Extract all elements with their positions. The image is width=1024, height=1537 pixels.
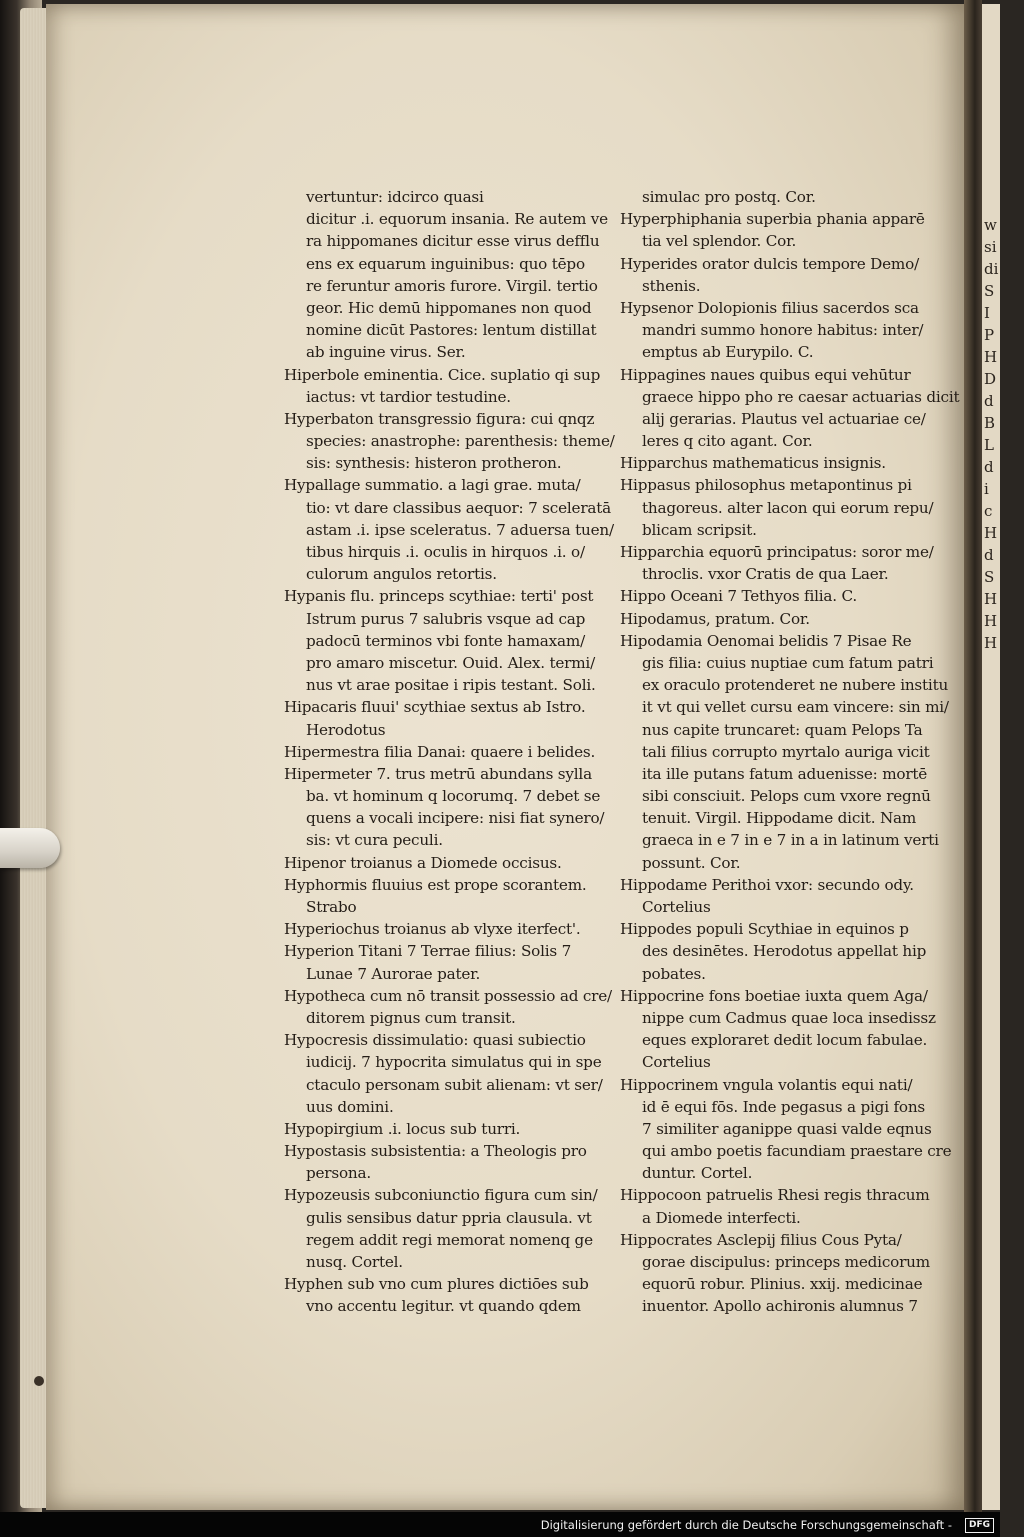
dictionary-entry-line: Hypallage summatio. a lagi grae. muta/	[284, 476, 581, 495]
left-text-column	[284, 186, 615, 1318]
text-line: tenuit. Virgil. Hippodame dicit. Nam	[642, 809, 917, 828]
dictionary-entry-line: Hypozeusis subconiunctio figura cum sin/	[284, 1186, 598, 1205]
text-line: nusq. Cortel.	[306, 1253, 403, 1271]
text-line: sibi consciuit. Pelops cum vxore regnū	[642, 787, 931, 806]
dfg-logo: DFG	[965, 1518, 994, 1533]
dictionary-entry-line: Hippocrates Asclepij filius Cous Pyta/	[620, 1230, 902, 1249]
text-line: it vt qui vellet cursu eam vincere: sin mi/	[642, 698, 949, 717]
text-line: emptus ab Eurypilo. C.	[642, 343, 814, 362]
text-line: mandri summo honore habitus: inter/	[642, 321, 924, 340]
dictionary-entry-line: Hipermestra filia Danai: quaere i belides.	[284, 742, 596, 761]
dictionary-entry-line: Hipparchia equorū principatus: soror me/	[620, 543, 934, 561]
facing-page-edge	[982, 4, 1000, 1510]
dictionary-entry-line: Hypsenor Dolopionis filius sacerdos sca	[620, 298, 919, 317]
book-gutter	[964, 0, 982, 1512]
dictionary-entry-line: Hipparchus mathematicus insignis.	[620, 454, 886, 473]
dictionary-entry-line: Hippodes populi Scythiae in equinos p	[620, 920, 909, 939]
text-line: iudicij. 7 hypocrita simulatus qui in spe	[306, 1053, 602, 1072]
text-line: vertuntur: idcirco quasi	[306, 188, 484, 206]
dictionary-entry-line: Hippagines naues quibus equi vehūtur	[620, 365, 911, 384]
dictionary-entry-line: Hyperides orator dulcis tempore Demo/	[620, 254, 919, 273]
text-line: gulis sensibus datur ppria clausula. vt	[306, 1208, 592, 1227]
dictionary-entry-line: Hyperion Titani 7 Terrae filius: Solis 7	[284, 942, 572, 961]
dictionary-entry-line: Hyperiochus troianus ab vlyxe iterfect'.	[284, 920, 581, 939]
dictionary-entry-line: Hypostasis subsistentia: a Theologis pro	[284, 1142, 587, 1161]
text-line: quens a vocali incipere: nisi fiat synero/	[306, 809, 605, 828]
text-line: ditorem pignus cum transit.	[306, 1008, 516, 1027]
facing-page-fragments: w si di S I P H D d B L d i c H d S H H H	[984, 216, 999, 652]
dictionary-entry-line: Hyperphiphania superbia phania apparē	[620, 210, 925, 229]
text-line: gorae discipulus: princeps medicorum	[642, 1253, 930, 1271]
page-clip	[0, 828, 60, 868]
dictionary-entry-line: Hyphen sub vno cum plures dictiōes sub	[284, 1275, 589, 1294]
dictionary-entry-line: Hipermeter 7. trus metrū abundans sylla	[284, 764, 592, 783]
text-line: padocū terminos vbi fonte hamaxam/	[306, 631, 585, 650]
dictionary-entry-line: Hippocrine fons boetiae iuxta quem Aga/	[620, 986, 928, 1005]
text-line: uus domini.	[306, 1097, 394, 1116]
text-line: Strabo	[306, 898, 357, 916]
text-line: ita ille putans fatum aduenisse: mortē	[642, 764, 928, 783]
text-line: sthenis.	[642, 276, 701, 295]
right-text-column	[620, 186, 960, 1318]
text-line: ens ex equarum inguinibus: quo tēpo	[306, 254, 585, 273]
text-line: nus capite truncaret: quam Pelops Ta	[642, 720, 923, 739]
text-line: simulac pro postq. Cor.	[642, 188, 816, 206]
text-line: thagoreus. alter lacon qui eorum repu/	[642, 498, 934, 517]
dictionary-entry-line: Hyphormis fluuius est prope scorantem.	[284, 875, 587, 894]
footer-credit: Digitalisierung gefördert durch die Deutsche Forschungsgemeinschaft -	[540, 1518, 952, 1532]
dictionary-entry-line: Hipodamia Oenomai belidis 7 Pisae Re	[620, 631, 912, 650]
text-line: alij gerarias. Plautus vel actuariae ce/	[642, 409, 926, 428]
text-line: duntur. Cortel.	[642, 1164, 753, 1183]
text-line: gis filia: cuius nuptiae cum fatum patri	[642, 653, 934, 672]
text-line: ex oraculo protenderet ne nubere institu	[642, 676, 949, 695]
dictionary-entry-line: Hippocrinem vngula volantis equi nati/	[620, 1075, 913, 1094]
text-line: ctaculo personam subit alienam: vt ser/	[306, 1075, 603, 1094]
text-line: geor. Hic demū hippomanes non quod	[306, 298, 592, 317]
text-line: culorum angulos retortis.	[306, 565, 497, 584]
text-line: a Diomede interfecti.	[642, 1208, 801, 1227]
dictionary-entry-line: Hippocoon patruelis Rhesi regis thracum	[620, 1186, 930, 1205]
text-line: id ē equi fōs. Inde pegasus a pigi fons	[642, 1097, 926, 1116]
dictionary-entry-line: Hypotheca cum nō transit possessio ad cre/	[284, 986, 612, 1005]
dictionary-entry-line: Hippo Oceani 7 Tethyos filia. C.	[620, 587, 858, 606]
dictionary-entry-line: Hiperbole eminentia. Cice. suplatio qi sup	[284, 365, 601, 384]
text-line: des desinētes. Herodotus appellat hip	[642, 942, 927, 961]
text-line: qui ambo poetis facundiam praestare cre	[642, 1142, 952, 1161]
text-line: tia vel splendor. Cor.	[642, 232, 797, 251]
text-line: Herodotus	[306, 720, 386, 739]
ink-spot	[34, 1376, 44, 1386]
text-line: pobates.	[642, 964, 706, 983]
text-line: graece hippo pho re caesar actuarias dicit	[642, 387, 960, 406]
text-line: Istrum purus 7 salubris vsque ad cap	[306, 609, 586, 628]
text-line: blicam scripsit.	[642, 520, 757, 539]
text-line: Cortelius	[642, 1053, 711, 1072]
text-line: ab inguine virus. Ser.	[306, 343, 466, 362]
text-line: Lunae 7 Aurorae pater.	[306, 964, 481, 983]
text-line: possunt. Cor.	[642, 853, 741, 872]
text-line: astam .i. ipse sceleratus. 7 aduersa tuen/	[306, 520, 614, 539]
text-line: regem addit regi memorat nomenq ge	[306, 1230, 593, 1249]
dictionary-entry-line: Hyperbaton transgressio figura: cui qnqz	[284, 409, 595, 428]
text-line: species: anastrophe: parenthesis: theme/	[306, 432, 615, 451]
text-line: tio: vt dare classibus aequor: 7 sceleratā	[306, 498, 611, 517]
text-line: vno accentu legitur. vt quando qdem	[306, 1297, 581, 1316]
text-line: tibus hirquis .i. oculis in hirquos .i. o/	[306, 543, 585, 561]
text-line: sis: vt cura peculi.	[306, 831, 443, 850]
text-line: throclis. vxor Cratis de qua Laer.	[642, 565, 889, 584]
text-line: ra hippomanes dicitur esse virus defflu	[306, 232, 600, 251]
text-line: dicitur .i. equorum insania. Re autem ve	[306, 210, 608, 229]
text-line: nomine dicūt Pastores: lentum distillat	[306, 321, 597, 340]
text-line: inuentor. Apollo achironis alumnus 7	[642, 1297, 918, 1316]
text-line: graeca in e 7 in e 7 in a in latinum verti	[642, 831, 939, 850]
dictionary-entry-line: Hypocresis dissimulatio: quasi subiectio	[284, 1031, 586, 1050]
dictionary-entry-line: Hypopirgium .i. locus sub turri.	[284, 1119, 521, 1138]
dictionary-entry-line: Hippodame Perithoi vxor: secundo ody.	[620, 875, 914, 894]
digitization-footer	[0, 1512, 1000, 1537]
text-line: nus vt arae positae i ripis testant. Soli.	[306, 676, 596, 695]
text-line: re feruntur amoris furore. Virgil. tertio	[306, 276, 598, 295]
text-line: equorū robur. Plinius. xxij. medicinae	[642, 1275, 923, 1294]
text-line: 7 similiter aganippe quasi valde eqnus	[642, 1119, 932, 1138]
text-line: ba. vt hominum q locorumq. 7 debet se	[306, 787, 601, 806]
text-line: eques exploraret dedit locum fabulae.	[642, 1031, 928, 1050]
dictionary-entry-line: Hipenor troianus a Diomede occisus.	[284, 853, 562, 872]
text-line: leres q cito agant. Cor.	[642, 432, 813, 451]
dictionary-entry-line: Hippasus philosophus metapontinus pi	[620, 476, 912, 495]
text-line: tali filius corrupto myrtalo auriga vicit	[642, 742, 930, 761]
dictionary-entry-line: Hipodamus, pratum. Cor.	[620, 609, 810, 628]
dictionary-entry-line: Hypanis flu. princeps scythiae: terti' post	[284, 587, 594, 606]
text-line: pro amaro miscetur. Ouid. Alex. termi/	[306, 653, 595, 672]
text-line: Cortelius	[642, 898, 711, 916]
text-line: nippe cum Cadmus quae loca insedissz	[642, 1008, 936, 1027]
text-line: sis: synthesis: histeron protheron.	[306, 454, 562, 473]
text-line: persona.	[306, 1164, 371, 1183]
text-line: iactus: vt tardior testudine.	[306, 387, 511, 406]
dictionary-entry-line: Hipacaris fluui' scythiae sextus ab Istro.	[284, 698, 586, 717]
